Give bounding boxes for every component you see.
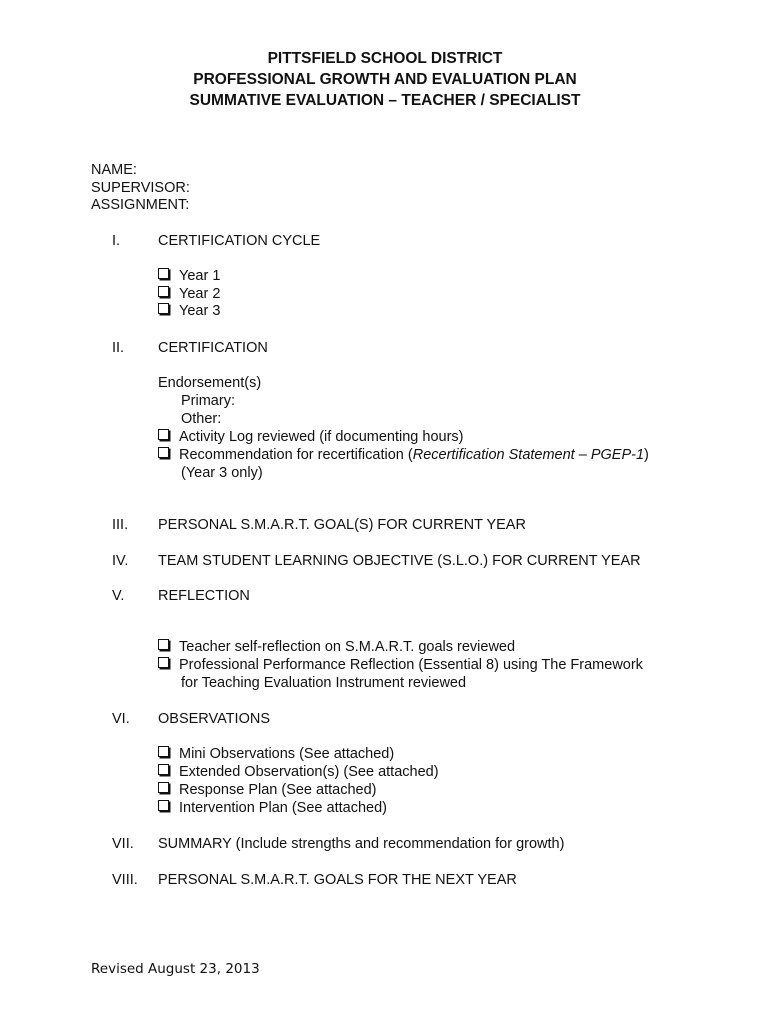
checkbox-icon[interactable] — [158, 303, 169, 314]
section-2-title: CERTIFICATION — [158, 340, 268, 356]
recommendation-label-italic: Recertification Statement – PGEP-1 — [412, 447, 645, 463]
year-2-option[interactable] — [158, 285, 220, 303]
section-4-title: TEAM STUDENT LEARNING OBJECTIVE (S.L.O.) FOR CURRENT YEAR — [158, 553, 641, 569]
intervention-plan-option[interactable] — [158, 799, 387, 817]
performance-reflection-option[interactable] — [158, 656, 643, 674]
checkbox-icon[interactable] — [158, 800, 169, 811]
checkbox-icon[interactable] — [158, 429, 169, 440]
section-3-number: III. — [112, 517, 129, 533]
revised-date-footer: Revised August 23, 2013 — [91, 961, 260, 977]
section-4-number: IV. — [112, 553, 129, 569]
document-title-line-3: SUMMATIVE EVALUATION – TEACHER / SPECIALIST — [189, 92, 581, 109]
checkbox-icon[interactable] — [158, 782, 169, 793]
year-1-label: Year 1 — [179, 268, 221, 284]
year-3-option[interactable] — [158, 302, 220, 320]
checkbox-icon[interactable] — [158, 764, 169, 775]
checkbox-icon[interactable] — [158, 657, 169, 668]
section-6-number: VI. — [112, 711, 130, 727]
recommendation-note: (Year 3 only) — [181, 465, 263, 481]
document-title-line-1: PITTSFIELD SCHOOL DISTRICT — [267, 50, 503, 67]
year-1-option[interactable] — [158, 267, 220, 285]
extended-observations-option[interactable] — [158, 763, 439, 781]
checkbox-icon[interactable] — [158, 639, 169, 650]
activity-log-option[interactable] — [158, 428, 464, 446]
year-2-label: Year 2 — [179, 286, 221, 302]
section-5-title: REFLECTION — [158, 588, 250, 604]
other-label: Other: — [181, 411, 222, 427]
intervention-plan-label: Intervention Plan (See attached) — [179, 800, 387, 816]
mini-observations-label: Mini Observations (See attached) — [179, 746, 395, 762]
section-7-number: VII. — [112, 836, 134, 852]
checkbox-icon[interactable] — [158, 286, 169, 297]
section-8-title: PERSONAL S.M.A.R.T. GOALS FOR THE NEXT YEAR — [158, 872, 517, 888]
activity-log-label: Activity Log reviewed (if documenting hours) — [179, 429, 464, 445]
self-reflection-label: Teacher self-reflection on S.M.A.R.T. goals reviewed — [179, 639, 516, 655]
checkbox-icon[interactable] — [158, 746, 169, 757]
endorsement-label: Endorsement(s) — [158, 375, 262, 391]
performance-reflection-label: Professional Performance Reflection (Essential 8) using The Framework — [179, 657, 643, 673]
section-1-number: I. — [112, 233, 121, 249]
extended-observations-label: Extended Observation(s) (See attached) — [179, 764, 439, 780]
name-label: NAME: — [91, 162, 137, 178]
section-5-number: V. — [112, 588, 125, 604]
performance-reflection-label-cont: for Teaching Evaluation Instrument reviewed — [181, 675, 467, 691]
checkbox-icon[interactable] — [158, 447, 169, 458]
section-2-number: II. — [112, 340, 125, 356]
recommendation-label-pre: Recommendation for recertification ( — [179, 447, 413, 463]
assignment-label: ASSIGNMENT: — [91, 197, 190, 213]
mini-observations-option[interactable] — [158, 745, 394, 763]
self-reflection-option[interactable] — [158, 638, 515, 656]
primary-label: Primary: — [181, 393, 235, 409]
document-title-line-2: PROFESSIONAL GROWTH AND EVALUATION PLAN — [193, 71, 577, 88]
year-3-label: Year 3 — [179, 303, 221, 319]
recommendation-label-post: ) — [644, 447, 649, 463]
response-plan-option[interactable] — [158, 781, 377, 799]
section-6-title: OBSERVATIONS — [158, 711, 270, 727]
checkbox-icon[interactable] — [158, 268, 169, 279]
recommendation-option[interactable] — [158, 446, 649, 464]
section-3-title: PERSONAL S.M.A.R.T. GOAL(S) FOR CURRENT YEAR — [158, 517, 526, 533]
section-8-number: VIII. — [112, 872, 138, 888]
response-plan-label: Response Plan (See attached) — [179, 782, 377, 798]
supervisor-label: SUPERVISOR: — [91, 180, 190, 196]
section-1-title: CERTIFICATION CYCLE — [158, 233, 321, 249]
section-7-title: SUMMARY (Include strengths and recommendation for growth) — [158, 836, 565, 852]
